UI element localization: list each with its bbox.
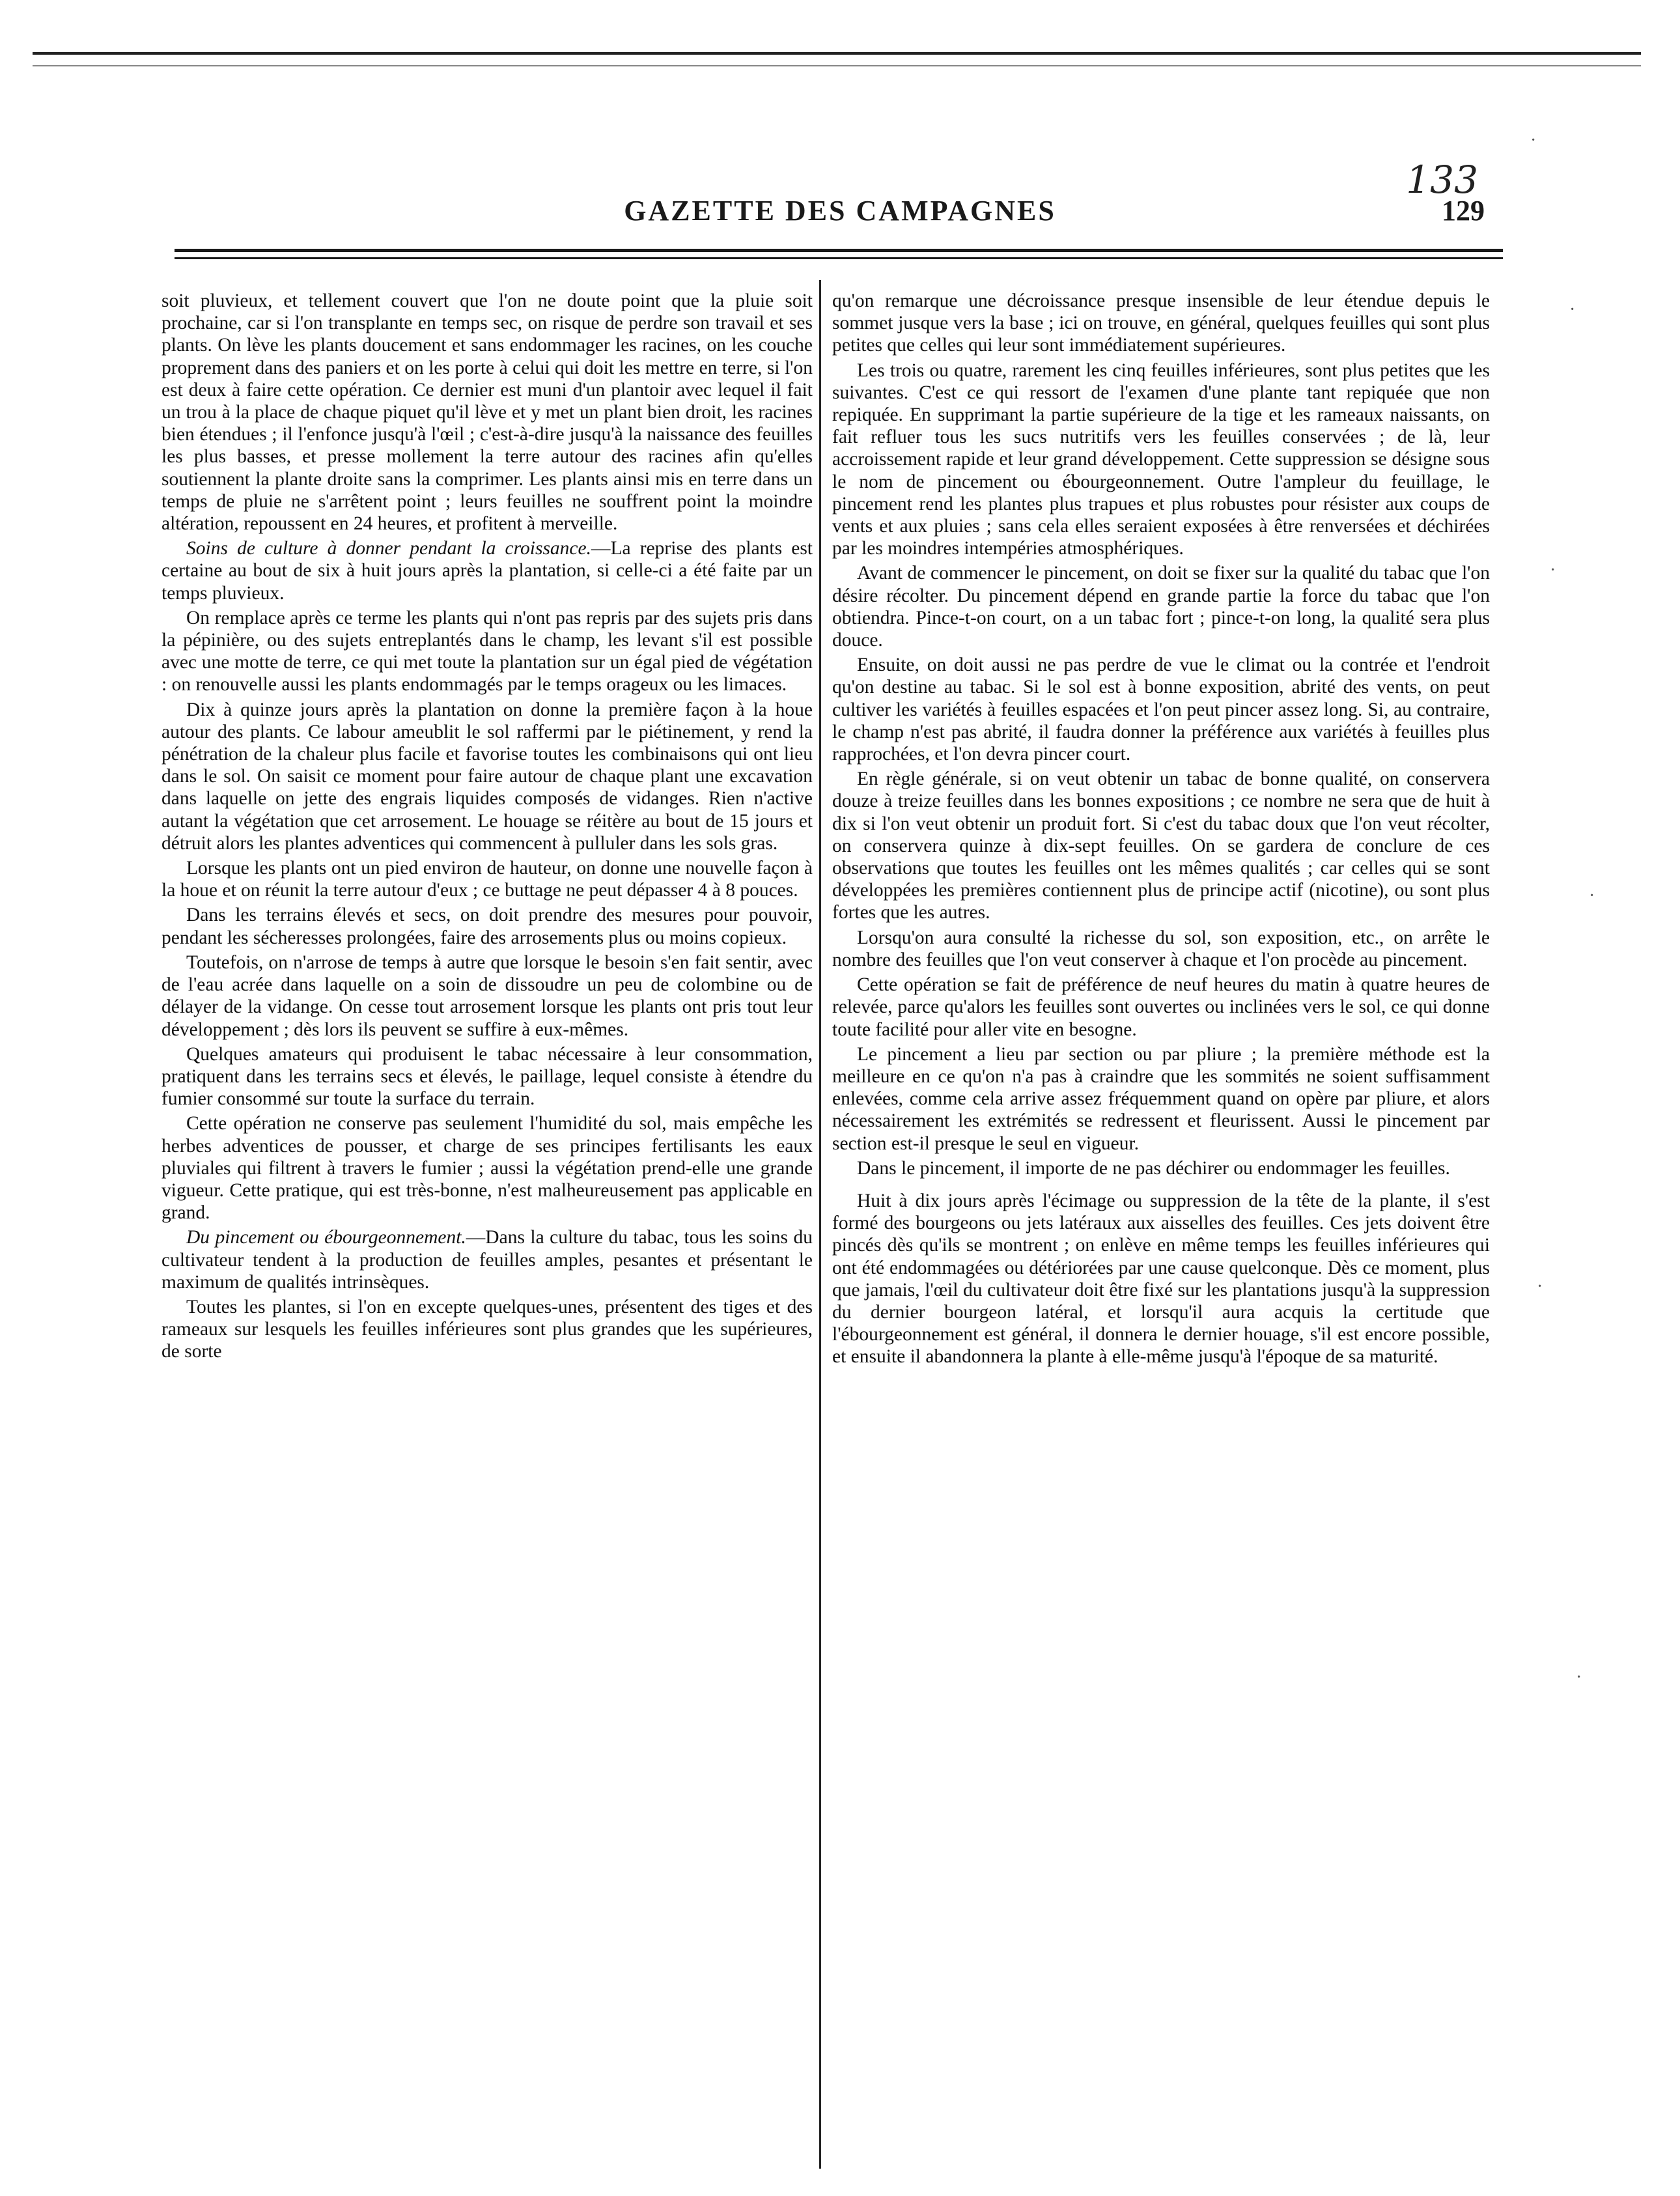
paragraph: Cette opération ne conserve pas seulement l'humidité du sol, mais empêche les herbes adventices de pousser, et charge de ses principes fertilisants les eaux pluviales qui filtrent à travers le fumier ; aussi la végétation prend-elle une grande vigueur. Cette pratique, qui est très-bonne, n'est malheureusement pas applicable en grand. xyxy=(161,1113,813,1224)
paragraph: soit pluvieux, et tellement couvert que l'on ne doute point que la pluie soit prochaine, car si l'on transplante en temps sec, on risque de perdre son travail et ses plants. On lève les plants doucement et sans endommager les racines, on les couche proprement dans des paniers et on les porte à celui qui doit les mettre en terre, si l'on est deux à faire cette opération. Ce dernier est muni d'un plantoir avec lequel il fait un trou à la place de chaque piquet qu'il lève et y met un plant bien droit, les racines bien étendues ; il l'enfonce jusqu'à l'œil ; c'est-à-dire jusqu'à la naissance des feuilles les plus basses, et presse mollement la terre autour des racines afin qu'elles soutiennent la plante droite sans la comprimer. Les plants ainsi mis en terre dans un temps de pluie ne s'arrêtent point ; leurs feuilles ne souffrent point la moindre altération, repoussent en 24 heures, et profitent à merveille. xyxy=(161,290,813,535)
right-column xyxy=(832,290,1490,1371)
top-border-rule-faint xyxy=(33,65,1641,66)
paragraph: qu'on remarque une décroissance presque insensible de leur étendue depuis le sommet jusque vers la base ; ici on trouve, en général, quelques feuilles qui sont plus petites que celles qui leur sont immédiatement supérieures. xyxy=(832,290,1490,356)
paragraph: Toutefois, on n'arrose de temps à autre que lorsque le besoin s'en fait sentir, avec de l'eau acrée dans laquelle on a soin de dissoudre un peu de colombine ou de délayer de la vidange. On cesse tout arrosement lorsque les plants ont pris tout leur développement ; dès lors ils peuvent se suffire à eux-mêmes. xyxy=(161,951,813,1040)
paragraph: Lorsque les plants ont un pied environ de hauteur, on donne une nouvelle façon à la houe et on réunit la terre autour d'eux ; ce buttage ne peut dépasser 4 à 8 pouces. xyxy=(161,858,813,901)
paragraph: Le pincement a lieu par section ou par pliure ; la première méthode est la meilleure en ce qu'on n'a pas à craindre que les sommités ne soient suffisamment enlevées, comme cela arrive assez fréquemment quand on opère par pliure, et alors nécessairement les extrémités se redressent et fleurissent. Aussi le pincement par section est-il presque le seul en vigueur. xyxy=(832,1043,1490,1154)
top-border-rule xyxy=(33,52,1641,55)
paragraph: Dans les terrains élevés et secs, on doit prendre des mesures pour pouvoir, pendant les sécheresses prolongées, faire des arrosements plus ou moins copieux. xyxy=(161,905,813,948)
paragraph: Ensuite, on doit aussi ne pas perdre de vue le climat ou la contrée et l'endroit qu'on destine au tabac. Si le sol est à bonne exposition, abrité des vents, on peut cultiver les variétés à feuilles espacées et l'on peut pincer assez long. Si, au contraire, le champ n'est pas abrité, il faudra donner la préférence aux variétés à feuilles plus rapprochées, et l'on devra pincer court. xyxy=(832,655,1490,765)
section-heading: Soins de culture à donner pendant la croissance. xyxy=(186,538,591,559)
header-rule-thick xyxy=(175,249,1503,252)
paragraph: Cette opération se fait de préférence de neuf heures du matin à quatre heures de relevée, parce qu'alors les feuilles sont ouvertes ou inclinées vers le sol, ce qui donne toute facilité pour aller vite en besogne. xyxy=(832,974,1490,1040)
paragraph: Dix à quinze jours après la plantation on donne la première façon à la houe autour des plants. Ce labour ameublit le sol raffermi par le piétinement, y rend la pénétration de la chaleur plus facile et favorise toutes les combinaisons qui ont lieu dans le sol. On saisit ce moment pour faire autour de chaque plant une excavation dans laquelle on jette des engrais liquides composés de vidanges. Rien n'active autant la végétation que cet arrosement. Le houage se réitère au bout de 15 jours et détruit alors les plantes adventices qui commencent à pulluler dans les sols gras. xyxy=(161,699,813,854)
scan-noise: · · · · · · xyxy=(1530,130,1595,1687)
header-rule-thin xyxy=(175,257,1503,259)
paragraph: Les trois ou quatre, rarement les cinq feuilles inférieures, sont plus petites que les suivantes. C'est ce qui ressort de l'examen d'une plante tant repiquée que non repiquée. En supprimant la partie supérieure de la tige et les rameaux naissants, on fait refluer tous les sucs nutritifs vers les feuilles conservées ; de là, leur accroissement rapide et leur grand développement. Cette suppression se désigne sous le nom de pincement ou ébourgeonnement. Outre l'ampleur du feuillage, le pincement rend les plantes plus trapues et plus robustes pour résister aux coups de vents et aux pluies ; sans cela elles seraient exposées à être renversées et déchirées par les moindres intempéries atmosphériques. xyxy=(832,359,1490,559)
newspaper-title: GAZETTE DES CAMPAGNES xyxy=(624,195,1056,227)
paragraph: Dans le pincement, il importe de ne pas déchirer ou endommager les feuilles. xyxy=(857,1157,1450,1179)
printed-page-number: 129 xyxy=(1442,195,1485,227)
paragraph: Du pincement ou ébourgeonnement.—Dans la culture du tabac, tous les soins du cultivateur tendent à la production de feuilles amples, pesantes et présentant le maximum de qualités intrinsèques. xyxy=(161,1227,813,1293)
paragraph: On remplace après ce terme les plants qui n'ont pas repris par des sujets pris dans la pépinière, ou des sujets entreplantés dans le champ, les levant s'il est possible avec une motte de terre, ce qui met toute la plantation sur un égal pied de végétation : on renouvelle aussi les plants endommagés par le temps orageux ou les limaces. xyxy=(161,607,813,696)
paragraph: Avant de commencer le pincement, on doit se fixer sur la qualité du tabac que l'on désire récolter. Du pincement dépend en grande partie la force du tabac que l'on obtiendra. Pince-t-on court, on a un tabac fort ; pince-t-on long, la qualité sera plus douce. xyxy=(832,563,1490,651)
left-column xyxy=(161,290,813,1366)
paragraph: Soins de culture à donner pendant la croissance.—La reprise des plants est certaine au bout de six à huit jours après la plantation, si celle-ci a été faite par un temps pluvieux. xyxy=(161,538,813,604)
paragraph: Lorsqu'on aura consulté la richesse du sol, son exposition, etc., on arrête le nombre des feuilles que l'on veut conserver à chaque et l'on procède au pincement. xyxy=(832,927,1490,970)
handwritten-page-number: 133 xyxy=(1406,158,1478,202)
paragraph: Quelques amateurs qui produisent le tabac nécessaire à leur consommation, pratiquent dans les terrains secs et élevés, le paillage, lequel consiste à étendre du fumier consommé sur toute la surface du terrain. xyxy=(161,1043,813,1110)
section-heading: Du pincement ou ébourgeonnement. xyxy=(186,1227,466,1248)
column-divider xyxy=(819,280,821,2169)
paragraph: En règle générale, si on veut obtenir un tabac de bonne qualité, on conservera douze à treize feuilles dans les bonnes expositions ; ce nombre ne sera que de huit à dix si l'on veut obtenir un produit fort. Si c'est du tabac doux que l'on veut récolter, on conservera quinze à dix-sept feuilles. On se gardera de conclure de ces observations que toutes les feuilles ont les mêmes qualités ; car celles qui se sont développées les premières contiennent plus de principe actif (nicotine), ou sont plus fortes que les autres. xyxy=(832,768,1490,923)
paragraph: Toutes les plantes, si l'on en excepte quelques-unes, présentent des tiges et des rameaux sur lesquels les feuilles inférieures sont plus grandes que les supérieures, de sorte xyxy=(161,1296,813,1362)
paragraph: Huit à dix jours après l'écimage ou suppression de la tête de la plante, il s'est formé des bourgeons ou jets latéraux aux aisselles des feuilles. Ces jets doivent être pincés dès qu'ils se montrent ; on enlève en même temps les feuilles inférieures qui ont été endommagées ou détériorées par une cause quelconque. Dès ce moment, plus que jamais, l'œil du cultivateur doit être fixé sur les plantations jusqu'à la suppression du dernier bourgeon latéral, et lorsqu'il aura acquis la certitude que l'ébourgeonnement est général, il donnera le dernier houage, s'il est encore possible, et ensuite il abandonnera la plante à elle-même jusqu'à l'époque de sa maturité. xyxy=(832,1190,1490,1368)
